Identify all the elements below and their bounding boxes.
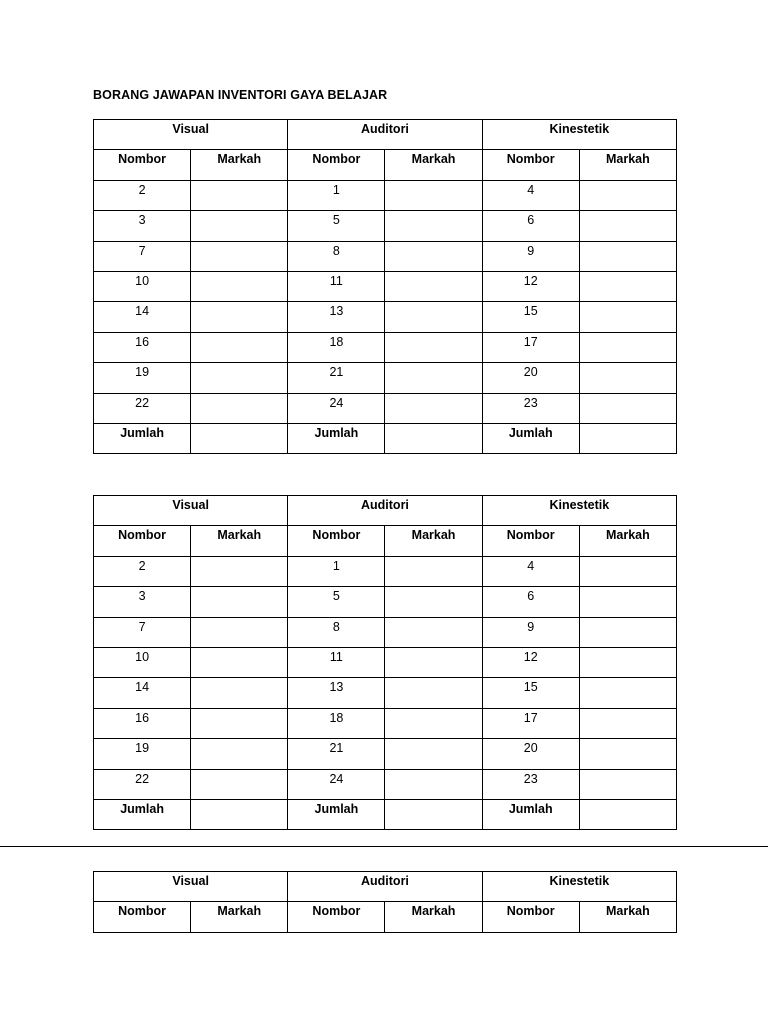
category-header: Auditori: [288, 872, 482, 902]
markah-header: Markah: [385, 526, 482, 556]
total-entry-cell[interactable]: [579, 799, 676, 829]
question-number-cell: 18: [288, 332, 385, 362]
nombor-header: Nombor: [94, 526, 191, 556]
markah-entry-cell[interactable]: [579, 647, 676, 677]
table-row: [94, 678, 677, 708]
table-row: [94, 211, 677, 241]
markah-entry-cell[interactable]: [579, 180, 676, 210]
markah-entry-cell[interactable]: [191, 241, 288, 271]
markah-entry-cell[interactable]: [191, 708, 288, 738]
markah-entry-cell[interactable]: [191, 393, 288, 423]
total-label: Jumlah: [288, 799, 385, 829]
page-break-divider: [0, 846, 768, 847]
question-number-cell: 14: [94, 302, 191, 332]
question-number-cell: 22: [94, 769, 191, 799]
total-entry-cell[interactable]: [385, 423, 482, 453]
question-number-cell: 6: [482, 587, 579, 617]
category-header: Auditori: [288, 120, 482, 150]
question-number-cell: 17: [482, 708, 579, 738]
markah-entry-cell[interactable]: [385, 617, 482, 647]
table-row: [94, 393, 677, 423]
answer-table-1: [93, 119, 677, 454]
markah-header: Markah: [579, 150, 676, 180]
category-header: Visual: [94, 872, 288, 902]
question-number-cell: 19: [94, 739, 191, 769]
markah-header: Markah: [385, 902, 482, 932]
question-number-cell: 14: [94, 678, 191, 708]
question-number-cell: 10: [94, 271, 191, 301]
total-label: Jumlah: [482, 799, 579, 829]
markah-entry-cell[interactable]: [579, 241, 676, 271]
column-header-row: [94, 150, 677, 180]
total-label: Jumlah: [482, 423, 579, 453]
markah-header: Markah: [191, 902, 288, 932]
markah-entry-cell[interactable]: [579, 363, 676, 393]
nombor-header: Nombor: [94, 902, 191, 932]
markah-entry-cell[interactable]: [385, 678, 482, 708]
question-number-cell: 8: [288, 617, 385, 647]
question-number-cell: 11: [288, 647, 385, 677]
category-header: Kinestetik: [482, 120, 676, 150]
question-number-cell: 16: [94, 708, 191, 738]
total-label: Jumlah: [288, 423, 385, 453]
markah-entry-cell[interactable]: [191, 363, 288, 393]
table-row: [94, 708, 677, 738]
question-number-cell: 21: [288, 739, 385, 769]
table-row: [94, 769, 677, 799]
markah-entry-cell[interactable]: [385, 271, 482, 301]
nombor-header: Nombor: [482, 526, 579, 556]
question-number-cell: 2: [94, 556, 191, 586]
question-number-cell: 6: [482, 211, 579, 241]
category-header: Kinestetik: [482, 872, 676, 902]
question-number-cell: 4: [482, 180, 579, 210]
table-row: [94, 332, 677, 362]
nombor-header: Nombor: [288, 150, 385, 180]
markah-entry-cell[interactable]: [579, 271, 676, 301]
markah-entry-cell[interactable]: [385, 739, 482, 769]
page-title: BORANG JAWAPAN INVENTORI GAYA BELAJAR: [93, 88, 388, 102]
total-entry-cell[interactable]: [191, 423, 288, 453]
markah-entry-cell[interactable]: [579, 617, 676, 647]
markah-entry-cell[interactable]: [385, 332, 482, 362]
question-number-cell: 1: [288, 556, 385, 586]
answer-table-3: [93, 871, 677, 933]
markah-entry-cell[interactable]: [385, 587, 482, 617]
question-number-cell: 11: [288, 271, 385, 301]
question-number-cell: 13: [288, 678, 385, 708]
table-row: [94, 647, 677, 677]
markah-entry-cell[interactable]: [385, 363, 482, 393]
markah-entry-cell[interactable]: [191, 332, 288, 362]
column-header-row: [94, 902, 677, 932]
column-header-row: [94, 526, 677, 556]
category-header-row: [94, 872, 677, 902]
table-row: [94, 739, 677, 769]
question-number-cell: 13: [288, 302, 385, 332]
total-row: [94, 423, 677, 453]
category-header: Visual: [94, 120, 288, 150]
question-number-cell: 7: [94, 241, 191, 271]
markah-entry-cell[interactable]: [385, 647, 482, 677]
markah-header: Markah: [191, 150, 288, 180]
markah-entry-cell[interactable]: [579, 332, 676, 362]
total-entry-cell[interactable]: [385, 799, 482, 829]
question-number-cell: 4: [482, 556, 579, 586]
question-number-cell: 3: [94, 211, 191, 241]
markah-entry-cell[interactable]: [385, 708, 482, 738]
category-header: Kinestetik: [482, 496, 676, 526]
question-number-cell: 3: [94, 587, 191, 617]
category-header-row: [94, 120, 677, 150]
table-row: [94, 363, 677, 393]
markah-entry-cell[interactable]: [191, 556, 288, 586]
markah-entry-cell[interactable]: [191, 739, 288, 769]
table-row: [94, 556, 677, 586]
markah-entry-cell[interactable]: [579, 587, 676, 617]
question-number-cell: 5: [288, 211, 385, 241]
markah-entry-cell[interactable]: [191, 769, 288, 799]
question-number-cell: 22: [94, 393, 191, 423]
markah-entry-cell[interactable]: [579, 678, 676, 708]
total-label: Jumlah: [94, 799, 191, 829]
nombor-header: Nombor: [94, 150, 191, 180]
category-header: Visual: [94, 496, 288, 526]
markah-entry-cell[interactable]: [191, 678, 288, 708]
markah-entry-cell[interactable]: [385, 393, 482, 423]
table-row: [94, 180, 677, 210]
markah-entry-cell[interactable]: [191, 271, 288, 301]
question-number-cell: 9: [482, 241, 579, 271]
markah-entry-cell[interactable]: [385, 769, 482, 799]
question-number-cell: 15: [482, 302, 579, 332]
question-number-cell: 16: [94, 332, 191, 362]
question-number-cell: 2: [94, 180, 191, 210]
question-number-cell: 21: [288, 363, 385, 393]
markah-entry-cell[interactable]: [579, 739, 676, 769]
nombor-header: Nombor: [288, 526, 385, 556]
question-number-cell: 20: [482, 363, 579, 393]
markah-entry-cell[interactable]: [385, 180, 482, 210]
markah-header: Markah: [191, 526, 288, 556]
markah-entry-cell[interactable]: [579, 556, 676, 586]
nombor-header: Nombor: [482, 150, 579, 180]
table-row: [94, 241, 677, 271]
markah-entry-cell[interactable]: [579, 769, 676, 799]
markah-header: Markah: [579, 526, 676, 556]
markah-entry-cell[interactable]: [191, 647, 288, 677]
markah-entry-cell[interactable]: [579, 211, 676, 241]
nombor-header: Nombor: [288, 902, 385, 932]
table-row: [94, 617, 677, 647]
question-number-cell: 7: [94, 617, 191, 647]
question-number-cell: 19: [94, 363, 191, 393]
markah-header: Markah: [579, 902, 676, 932]
total-row: [94, 799, 677, 829]
question-number-cell: 12: [482, 271, 579, 301]
markah-entry-cell[interactable]: [191, 180, 288, 210]
question-number-cell: 23: [482, 393, 579, 423]
markah-entry-cell[interactable]: [579, 708, 676, 738]
table-row: [94, 302, 677, 332]
question-number-cell: 18: [288, 708, 385, 738]
table-row: [94, 587, 677, 617]
question-number-cell: 24: [288, 769, 385, 799]
question-number-cell: 10: [94, 647, 191, 677]
question-number-cell: 12: [482, 647, 579, 677]
markah-entry-cell[interactable]: [191, 587, 288, 617]
markah-entry-cell[interactable]: [191, 302, 288, 332]
table-row: [94, 271, 677, 301]
markah-entry-cell[interactable]: [579, 393, 676, 423]
markah-entry-cell[interactable]: [191, 617, 288, 647]
markah-entry-cell[interactable]: [385, 302, 482, 332]
markah-entry-cell[interactable]: [385, 241, 482, 271]
question-number-cell: 1: [288, 180, 385, 210]
question-number-cell: 5: [288, 587, 385, 617]
question-number-cell: 17: [482, 332, 579, 362]
answer-table-2: [93, 495, 677, 830]
question-number-cell: 24: [288, 393, 385, 423]
question-number-cell: 8: [288, 241, 385, 271]
nombor-header: Nombor: [482, 902, 579, 932]
question-number-cell: 23: [482, 769, 579, 799]
question-number-cell: 20: [482, 739, 579, 769]
total-label: Jumlah: [94, 423, 191, 453]
category-header: Auditori: [288, 496, 482, 526]
question-number-cell: 9: [482, 617, 579, 647]
question-number-cell: 15: [482, 678, 579, 708]
markah-entry-cell[interactable]: [579, 302, 676, 332]
category-header-row: [94, 496, 677, 526]
markah-entry-cell[interactable]: [385, 211, 482, 241]
markah-entry-cell[interactable]: [191, 211, 288, 241]
markah-entry-cell[interactable]: [385, 556, 482, 586]
total-entry-cell[interactable]: [579, 423, 676, 453]
total-entry-cell[interactable]: [191, 799, 288, 829]
markah-header: Markah: [385, 150, 482, 180]
